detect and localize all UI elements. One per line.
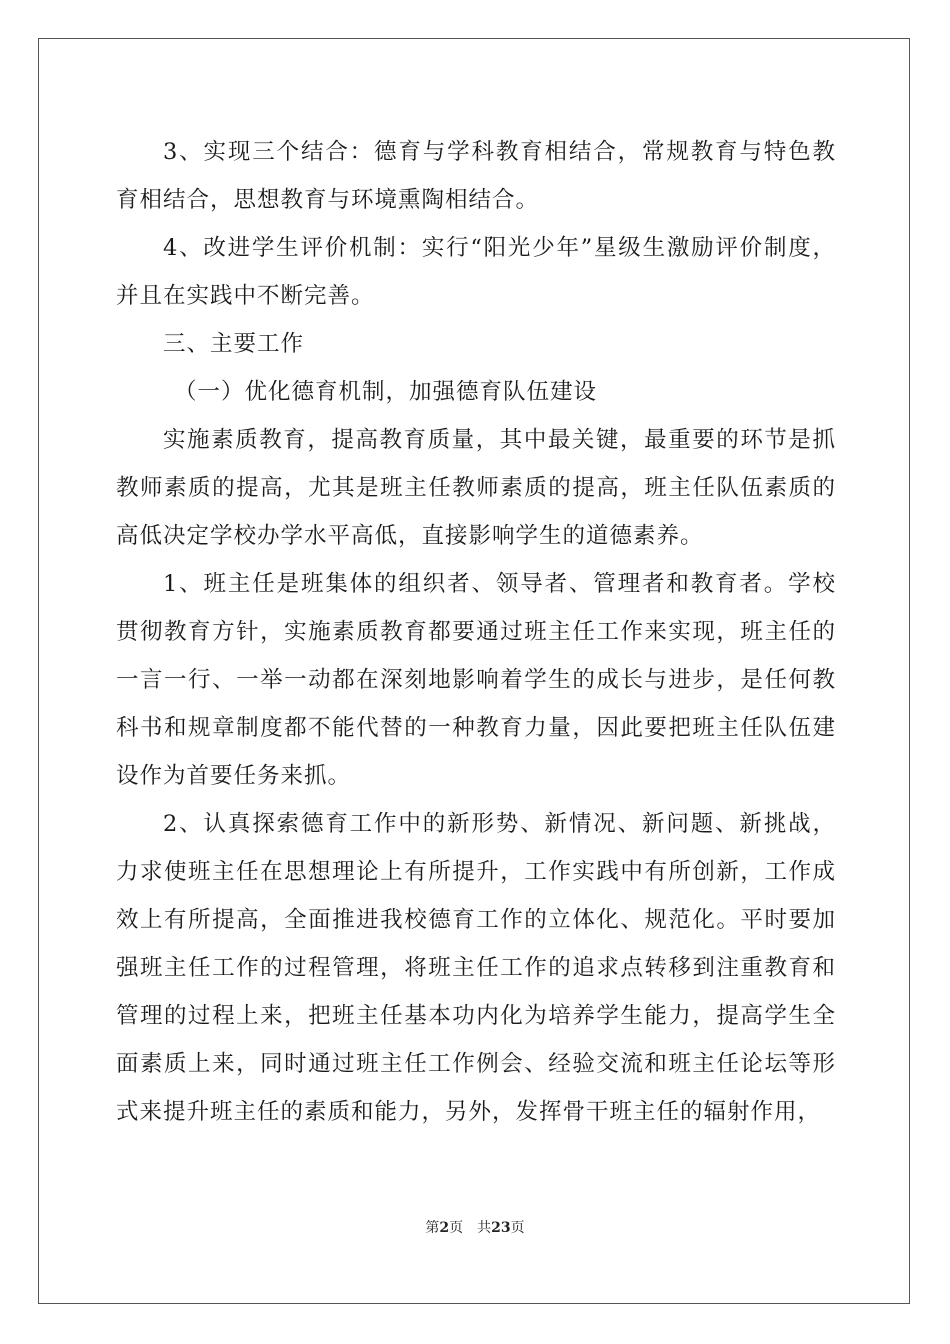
page-prefix: 第 bbox=[425, 1220, 440, 1236]
paragraph-5: 实施素质教育，提高教育质量，其中最关键，最重要的环节是抓教师素质的提高，尤其是班主任教师素质的提高，班主任队伍素质的高低决定学校办学水平高低，直接影响学生的道德素养。 bbox=[116, 427, 836, 549]
page-suffix: 页 bbox=[449, 1220, 464, 1236]
page-footer bbox=[0, 1217, 950, 1237]
page-number: 2 bbox=[439, 1220, 450, 1236]
paragraph-2: 4、改进学生评价机制：实行“阳光少年”星级生激励评价制度，并且在实践中不断完善。 bbox=[116, 235, 836, 309]
subsection-heading: （一）优化德育机制，加强德育队伍建设 bbox=[174, 379, 598, 405]
total-suffix: 页 bbox=[510, 1220, 525, 1236]
document-body bbox=[116, 128, 836, 1136]
paragraph-7: 2、认真探索德育工作中的新形势、新情况、新问题、新挑战，力求使班主任在思想理论上有所提升，工作实践中有所创新，工作成效上有所提高，全面推进我校德育工作的立体化、规范化。平时要加强班主任工作的过程管理，将班主任工作的追求点转移到注重教育和管理的过程上来，把班主任基本功内化为培养学生能力，提高学生全面素质上来，同时通过班主任工作例会、经验交流和班主任论坛等形式来提升班主任的素质和能力，另外，发挥骨干班主任的辐射作用， bbox=[116, 811, 836, 1125]
section-heading: 三、主要工作 bbox=[163, 331, 305, 357]
paragraph-1: 3、实现三个结合：德育与学科教育相结合，常规教育与特色教育相结合，思想教育与环境熏陶相结合。 bbox=[116, 139, 836, 213]
total-pages: 23 bbox=[491, 1220, 511, 1236]
total-prefix: 共 bbox=[477, 1220, 492, 1236]
paragraph-6: 1、班主任是班集体的组织者、领导者、管理者和教育者。学校贯彻教育方针，实施素质教育都要通过班主任工作来实现，班主任的一言一行、一举一动都在深刻地影响着学生的成长与进步，是任何教科书和规章制度都不能代替的一种教育力量，因此要把班主任队伍建设作为首要任务来抓。 bbox=[116, 571, 836, 789]
